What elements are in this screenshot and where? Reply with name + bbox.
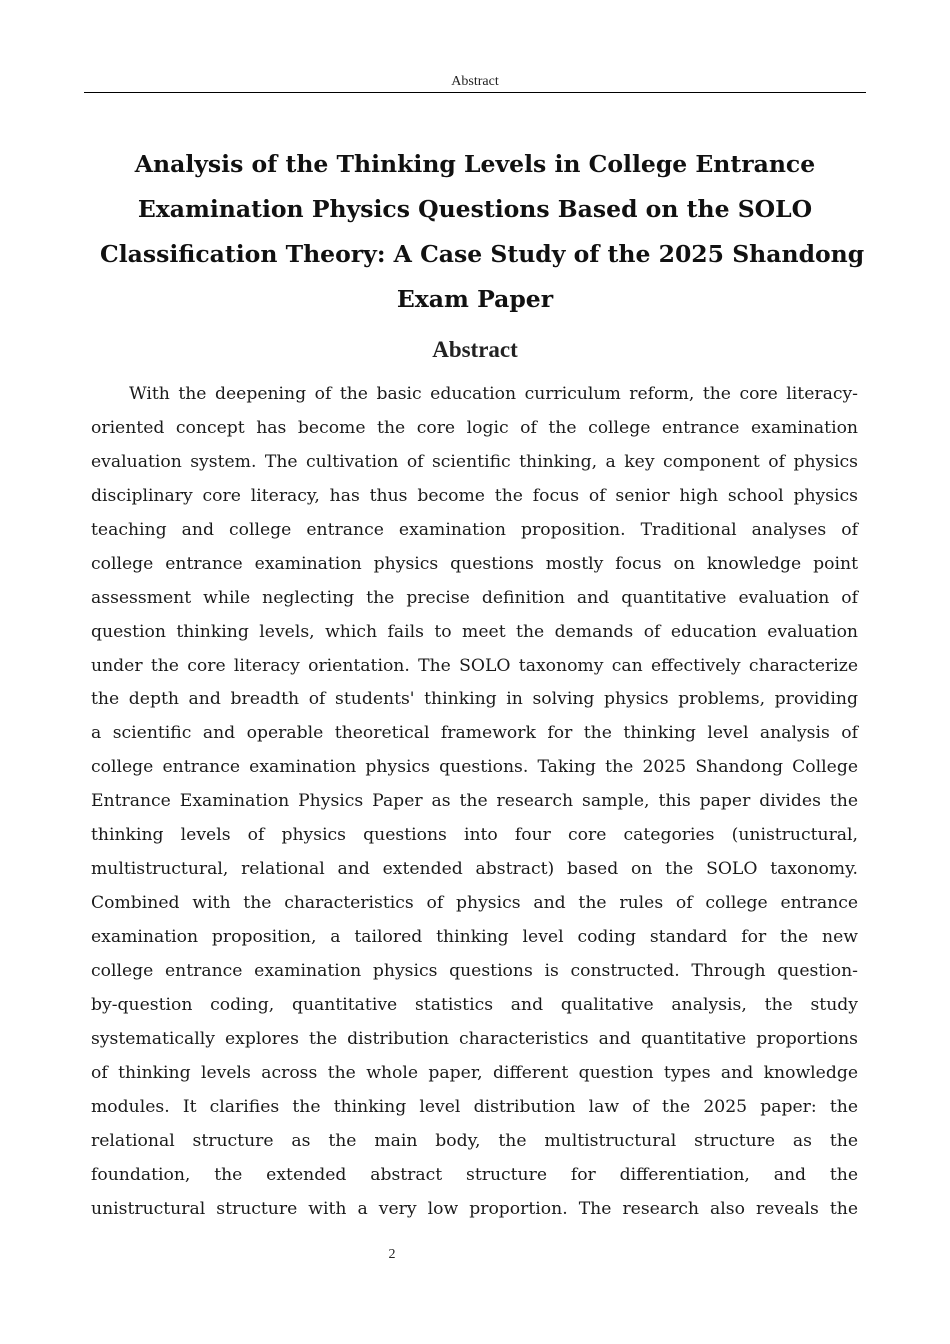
- abstract-line: multistructural, relational and extended abstract) based on the SOLO taxonomy.: [91, 859, 858, 880]
- abstract-line: foundation, the extended abstract structure for differentiation, and the: [91, 1164, 858, 1185]
- abstract-line: college entrance examination physics questions mostly focus on knowledge point: [91, 553, 858, 574]
- abstract-line: assessment while neglecting the precise definition and quantitative evaluation of: [91, 587, 858, 608]
- abstract-line: college entrance examination physics questions is constructed. Through question-: [91, 960, 858, 981]
- abstract-line: examination proposition, a tailored thinking level coding standard for the new: [91, 927, 858, 947]
- running-header: Abstract: [84, 73, 866, 93]
- abstract-line: modules. It clarifies the thinking level distribution law of the 2025 paper: the: [91, 1096, 858, 1117]
- paper-title-line: Examination Physics Questions Based on the SOLO: [137, 195, 813, 223]
- abstract-line: disciplinary core literacy, has thus become the focus of senior high school physics: [91, 485, 858, 506]
- paper-title: [100, 142, 865, 322]
- abstract-line: Combined with the characteristics of physics and the rules of college entrance: [91, 893, 858, 914]
- abstract-line: the depth and breadth of students' thinking in solving physics problems, providing: [91, 689, 858, 710]
- abstract-line: Entrance Examination Physics Paper as the research sample, this paper divides the: [91, 791, 858, 812]
- paper-title-line: Analysis of the Thinking Levels in College Entrance: [134, 150, 816, 178]
- abstract-line: under the core literacy orientation. The SOLO taxonomy can effectively characterize: [91, 655, 858, 676]
- paper-title-line: Exam Paper: [396, 285, 554, 313]
- abstract-line: thinking levels of physics questions into four core categories (unistructural,: [91, 825, 858, 846]
- abstract-line: oriented concept has become the core logic of the college entrance examination: [91, 417, 858, 438]
- abstract-line: a scientific and operable theoretical framework for the thinking level analysis of: [91, 723, 858, 744]
- abstract-heading: Abstract: [432, 337, 518, 362]
- abstract-line: by-question coding, quantitative statistics and qualitative analysis, the study: [91, 994, 858, 1015]
- abstract-line: teaching and college entrance examination proposition. Traditional analyses of: [91, 519, 858, 540]
- abstract-line: systematically explores the distribution characteristics and quantitative proportions: [91, 1028, 858, 1049]
- abstract-paragraph: [91, 378, 858, 1226]
- abstract-line: evaluation system. The cultivation of scientific thinking, a key component of physics: [91, 451, 858, 472]
- abstract-line: unistructural structure with a very low proportion. The research also reveals the: [91, 1198, 858, 1219]
- paper-title-line: Classification Theory: A Case Study of the 2025 Shandong: [100, 240, 865, 268]
- abstract-line: college entrance examination physics questions. Taking the 2025 Shandong College: [91, 757, 858, 778]
- page-number: 2: [388, 1247, 396, 1262]
- abstract-line: question thinking levels, which fails to meet the demands of education evaluation: [91, 621, 858, 642]
- abstract-line: With the deepening of the basic education curriculum reform, the core literacy-: [129, 384, 858, 404]
- abstract-line: of thinking levels across the whole paper, different question types and knowledge: [91, 1062, 858, 1083]
- abstract-line: relational structure as the main body, the multistructural structure as the: [91, 1130, 858, 1151]
